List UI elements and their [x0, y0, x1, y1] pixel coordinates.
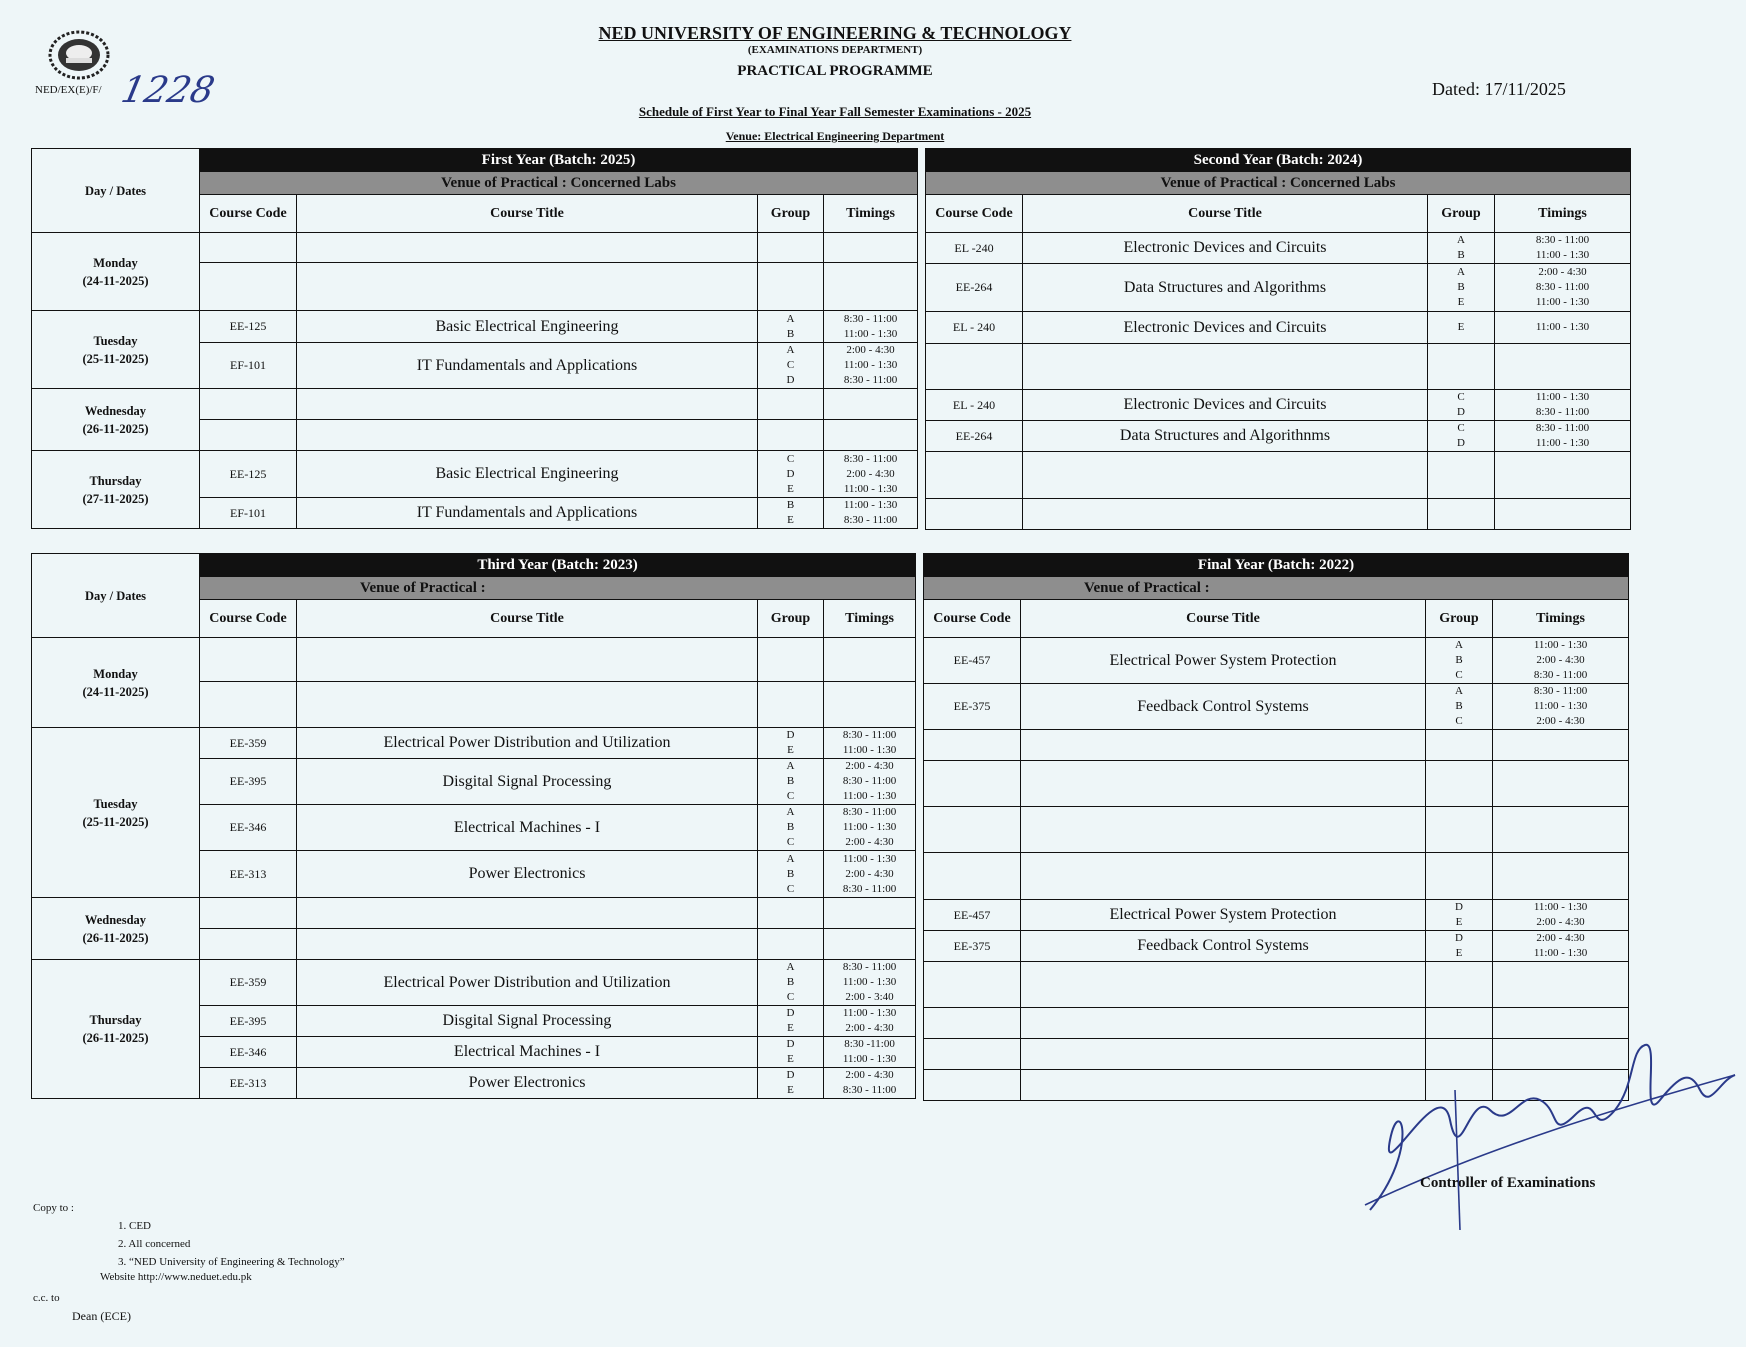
- course-title: Electrical Power System Protection: [1021, 900, 1426, 931]
- reference-number: 1228: [117, 70, 218, 111]
- line-item: 8:30 - 11:00: [1533, 685, 1588, 697]
- line-item: 8:30 - 11:00: [843, 452, 898, 465]
- line-item: A: [786, 806, 795, 818]
- timings-list: [1493, 684, 1629, 730]
- timings-list: [1493, 931, 1629, 962]
- course-title: Data Structures and Algorithms: [1023, 264, 1428, 312]
- line-item: 8:30 - 11:00: [1535, 281, 1590, 293]
- line-item: C: [786, 991, 795, 1003]
- line-item: A: [786, 344, 795, 356]
- group-list: [758, 759, 824, 805]
- timings-header: Timings: [824, 195, 918, 233]
- line-item: 8:30 -11:00: [844, 1038, 895, 1050]
- schedule-title: Schedule of First Year to Final Year Fall Semester Examinations - 2025: [638, 104, 1032, 119]
- timings-list: [1495, 264, 1631, 312]
- line-item: D: [1455, 932, 1463, 944]
- group-header: Group: [758, 600, 824, 638]
- timings-list: [824, 1006, 916, 1037]
- course-code: EL - 240: [926, 312, 1023, 344]
- line-item: D: [786, 1038, 795, 1050]
- line-item: 11:00 - 1:30: [1535, 321, 1590, 333]
- group-list: [758, 805, 824, 851]
- group-list: [1428, 264, 1495, 312]
- final-year-venue: Venue of Practical :: [924, 577, 1629, 600]
- line-item: B: [1457, 281, 1465, 293]
- course-code: EE-125: [200, 311, 297, 343]
- line-item: 11:00 - 1:30: [843, 327, 898, 340]
- line-item: 8:30 - 11:00: [843, 514, 898, 526]
- group-header: Group: [1426, 600, 1493, 638]
- group-list: [1426, 684, 1493, 730]
- line-item: 2:00 - 3:40: [845, 991, 894, 1003]
- line-item: 11:00 - 1:30: [1535, 249, 1590, 261]
- group-list: [1426, 931, 1493, 962]
- course-code: EF-101: [200, 343, 297, 389]
- line-item: B: [1455, 654, 1463, 666]
- line-item: 11:00 - 1:30: [842, 852, 897, 865]
- line-item: 8:30 - 11:00: [842, 775, 897, 787]
- line-item: A: [786, 312, 795, 325]
- line-item: D: [1455, 901, 1463, 913]
- copy-list: [118, 1217, 345, 1271]
- cc-label: c.c. to: [33, 1292, 60, 1304]
- line-item: 2:00 - 4:30: [1536, 715, 1585, 727]
- group-list: [1428, 390, 1495, 421]
- line-item: E: [1457, 321, 1465, 333]
- day-cell: Thursday (26-11-2025): [32, 960, 200, 1099]
- group-list: [1426, 638, 1493, 684]
- line-item: 11:00 - 1:30: [843, 359, 898, 371]
- course-code-header: Course Code: [924, 600, 1021, 638]
- first-year-venue: Venue of Practical : Concerned Labs: [200, 172, 918, 195]
- group-list: [758, 498, 824, 529]
- course-code: EE-359: [200, 728, 297, 759]
- timings-list: [824, 451, 918, 498]
- course-code: EE-313: [200, 851, 297, 898]
- day-cell: Tuesday (25-11-2025): [32, 728, 200, 898]
- group-list: [758, 1037, 824, 1068]
- website-link[interactable]: Website http://www.neduet.edu.pk: [100, 1271, 252, 1283]
- course-title: Electrical Machines - I: [297, 805, 758, 851]
- line-item: B: [786, 821, 795, 833]
- group-list: [758, 311, 824, 343]
- course-title: Power Electronics: [297, 851, 758, 898]
- timings-list: [1495, 390, 1631, 421]
- course-title: IT Fundamentals and Applications: [297, 498, 758, 529]
- group-list: [758, 960, 824, 1006]
- line-item: 2:00 - 4:30: [845, 1069, 894, 1081]
- final-year-table: [923, 553, 1629, 1101]
- line-item: 8:30 - 11:00: [1533, 669, 1588, 681]
- copy-item: 3. “NED University of Engineering & Technology”: [118, 1256, 345, 1268]
- line-item: A: [786, 760, 795, 772]
- copy-to-label: Copy to :: [33, 1202, 74, 1214]
- course-code: EE-375: [924, 931, 1021, 962]
- course-title: Feedback Control Systems: [1021, 684, 1426, 730]
- course-code: EE-395: [200, 759, 297, 805]
- course-title: Basic Electrical Engineering: [297, 451, 758, 498]
- timings-list: [1495, 233, 1631, 264]
- first-year-heading: First Year (Batch: 2025): [200, 149, 918, 172]
- course-title: Electrical Power System Protection: [1021, 638, 1426, 684]
- line-item: 2:00 - 4:30: [845, 867, 894, 880]
- course-title: Electronic Devices and Circuits: [1023, 233, 1428, 264]
- line-item: C: [786, 882, 795, 895]
- line-item: 8:30 - 11:00: [1535, 234, 1590, 246]
- group-list: [758, 1006, 824, 1037]
- line-item: D: [1457, 437, 1465, 449]
- line-item: D: [786, 467, 795, 480]
- line-item: C: [786, 452, 795, 465]
- line-item: B: [786, 867, 795, 880]
- timings-list: [824, 851, 916, 898]
- course-title: Data Structures and Algorithnms: [1023, 421, 1428, 452]
- course-title: IT Fundamentals and Applications: [297, 343, 758, 389]
- course-code: EE-264: [926, 264, 1023, 312]
- line-item: 8:30 - 11:00: [1535, 406, 1590, 418]
- line-item: B: [1455, 700, 1463, 712]
- second-year-heading: Second Year (Batch: 2024): [926, 149, 1631, 172]
- second-year-venue: Venue of Practical : Concerned Labs: [926, 172, 1631, 195]
- line-item: 8:30 - 11:00: [842, 729, 897, 741]
- course-code: EL - 240: [926, 390, 1023, 421]
- line-item: A: [786, 961, 795, 973]
- line-item: D: [786, 729, 795, 741]
- course-title: Disgital Signal Processing: [297, 1006, 758, 1037]
- line-item: E: [1455, 916, 1463, 928]
- line-item: 2:00 - 4:30: [1536, 932, 1585, 944]
- timings-list: [1495, 421, 1631, 452]
- course-title: Feedback Control Systems: [1021, 931, 1426, 962]
- course-title: Basic Electrical Engineering: [297, 311, 758, 343]
- course-code: EE-457: [924, 638, 1021, 684]
- timings-list: [824, 805, 916, 851]
- line-item: 11:00 - 1:30: [842, 790, 897, 802]
- course-title: Electrical Power Distribution and Utilization: [297, 728, 758, 759]
- course-code: EE-264: [926, 421, 1023, 452]
- line-item: C: [786, 359, 795, 371]
- line-item: C: [786, 836, 795, 848]
- course-title: Electronic Devices and Circuits: [1023, 390, 1428, 421]
- line-item: 8:30 - 11:00: [842, 961, 897, 973]
- line-item: B: [786, 499, 795, 511]
- line-item: D: [786, 1069, 795, 1081]
- course-title-header: Course Title: [1021, 600, 1426, 638]
- course-title-header: Course Title: [1023, 195, 1428, 233]
- line-item: B: [786, 775, 795, 787]
- line-item: 11:00 - 1:30: [842, 1053, 897, 1065]
- line-item: E: [1457, 296, 1465, 308]
- line-item: C: [786, 790, 795, 802]
- line-item: 2:00 - 4:30: [845, 1022, 894, 1034]
- line-item: A: [1455, 639, 1463, 651]
- signature-icon: [1360, 1030, 1740, 1240]
- first-year-table: [31, 148, 918, 529]
- department-name: (EXAMINATIONS DEPARTMENT): [747, 44, 923, 56]
- course-title: Electronic Devices and Circuits: [1023, 312, 1428, 344]
- line-item: E: [787, 1022, 794, 1034]
- group-list: [1426, 900, 1493, 931]
- line-item: E: [787, 1053, 794, 1065]
- line-item: B: [1457, 249, 1465, 261]
- timings-header: Timings: [1495, 195, 1631, 233]
- line-item: E: [787, 1084, 794, 1096]
- day-dates-header: Day / Dates: [32, 149, 200, 233]
- group-list: [1428, 421, 1495, 452]
- line-item: 2:00 - 4:30: [1536, 916, 1585, 928]
- third-year-table: [31, 553, 916, 1099]
- line-item: 8:30 - 11:00: [842, 806, 897, 818]
- line-item: 2:00 - 4:30: [846, 344, 895, 356]
- line-item: B: [786, 327, 795, 340]
- course-title: Electrical Machines - I: [297, 1037, 758, 1068]
- timings-list: [1493, 638, 1629, 684]
- line-item: 11:00 - 1:30: [843, 499, 898, 511]
- group-header: Group: [758, 195, 824, 233]
- course-title-header: Course Title: [297, 195, 758, 233]
- course-code: EE-359: [200, 960, 297, 1006]
- timings-header: Timings: [824, 600, 916, 638]
- group-list: [758, 451, 824, 498]
- line-item: 11:00 - 1:30: [1535, 391, 1590, 403]
- date-label: Dated: 17/11/2025: [1432, 79, 1566, 99]
- line-item: E: [787, 514, 794, 526]
- day-dates-header: Day / Dates: [32, 554, 200, 638]
- line-item: A: [786, 852, 795, 865]
- course-title: Disgital Signal Processing: [297, 759, 758, 805]
- line-item: 11:00 - 1:30: [842, 821, 897, 833]
- reference-prefix: NED/EX(E)/F/: [35, 84, 102, 96]
- timings-list: [1493, 900, 1629, 931]
- programme-title: PRACTICAL PROGRAMME: [737, 63, 933, 79]
- line-item: C: [1455, 715, 1463, 727]
- course-code: EE-125: [200, 451, 297, 498]
- line-item: 11:00 - 1:30: [1533, 901, 1588, 913]
- line-item: 11:00 - 1:30: [842, 1007, 897, 1019]
- group-list: [758, 851, 824, 898]
- line-item: D: [786, 1007, 795, 1019]
- line-item: 11:00 - 1:30: [1533, 639, 1588, 651]
- course-title: Electrical Power Distribution and Utilization: [297, 960, 758, 1006]
- group-list: [758, 1068, 824, 1099]
- controller-signature-label: Controller of Examinations: [1420, 1175, 1596, 1191]
- timings-list: [1495, 312, 1631, 344]
- line-item: A: [1455, 685, 1463, 697]
- course-code-header: Course Code: [200, 600, 297, 638]
- line-item: 8:30 - 11:00: [1535, 422, 1590, 434]
- course-code: EE-313: [200, 1068, 297, 1099]
- line-item: 11:00 - 1:30: [843, 482, 898, 495]
- group-list: [1428, 233, 1495, 264]
- course-code: EE-346: [200, 805, 297, 851]
- timings-header: Timings: [1493, 600, 1629, 638]
- line-item: 8:30 - 11:00: [843, 312, 898, 325]
- timings-list: [824, 343, 918, 389]
- copy-item: 2. All concerned: [118, 1238, 191, 1250]
- line-item: 11:00 - 1:30: [1533, 700, 1588, 712]
- line-item: C: [1457, 391, 1465, 403]
- line-item: 2:00 - 4:30: [1536, 654, 1585, 666]
- second-year-table: [925, 148, 1631, 530]
- day-cell: Monday (24-11-2025): [32, 233, 200, 311]
- line-item: E: [787, 482, 794, 495]
- day-cell: Tuesday (25-11-2025): [32, 311, 200, 389]
- line-item: 8:30 - 11:00: [843, 374, 898, 386]
- day-cell: Wednesday (26-11-2025): [32, 898, 200, 960]
- dean-label: Dean (ECE): [72, 1309, 131, 1323]
- course-code: EE-346: [200, 1037, 297, 1068]
- group-list: [758, 728, 824, 759]
- line-item: D: [786, 374, 795, 386]
- group-list: [758, 343, 824, 389]
- university-name: NED UNIVERSITY OF ENGINEERING & TECHNOLOGY: [598, 23, 1072, 43]
- timings-list: [824, 1037, 916, 1068]
- line-item: E: [1455, 947, 1463, 959]
- line-item: 2:00 - 4:30: [846, 467, 895, 480]
- group-list: [1428, 312, 1495, 344]
- final-year-heading: Final Year (Batch: 2022): [924, 554, 1629, 577]
- day-cell: Thursday (27-11-2025): [32, 451, 200, 529]
- line-item: 2:00 - 4:30: [1538, 266, 1587, 278]
- course-code-header: Course Code: [926, 195, 1023, 233]
- course-code-header: Course Code: [200, 195, 297, 233]
- line-item: 11:00 - 1:30: [1533, 947, 1588, 959]
- course-code: EE-395: [200, 1006, 297, 1037]
- line-item: 8:30 - 11:00: [842, 1084, 897, 1096]
- timings-list: [824, 498, 918, 529]
- line-item: 11:00 - 1:30: [1535, 437, 1590, 449]
- third-year-heading: Third Year (Batch: 2023): [200, 554, 916, 577]
- course-code: EF-101: [200, 498, 297, 529]
- course-code: EL -240: [926, 233, 1023, 264]
- group-header: Group: [1428, 195, 1495, 233]
- day-cell: Wednesday (26-11-2025): [32, 389, 200, 451]
- timings-list: [824, 759, 916, 805]
- timings-list: [824, 960, 916, 1006]
- line-item: 11:00 - 1:30: [842, 744, 897, 756]
- line-item: A: [1457, 234, 1465, 246]
- copy-item: 1. CED: [118, 1220, 151, 1232]
- line-item: A: [1457, 266, 1465, 278]
- line-item: C: [1455, 669, 1463, 681]
- timings-list: [824, 728, 916, 759]
- line-item: 8:30 - 11:00: [842, 882, 897, 895]
- timings-list: [824, 311, 918, 343]
- line-item: E: [787, 744, 794, 756]
- third-year-venue: Venue of Practical :: [200, 577, 916, 600]
- line-item: 11:00 - 1:30: [842, 976, 897, 988]
- line-item: 2:00 - 4:30: [845, 836, 894, 848]
- day-cell: Monday (24-11-2025): [32, 638, 200, 728]
- course-code: EE-457: [924, 900, 1021, 931]
- course-code: EE-375: [924, 684, 1021, 730]
- line-item: D: [1457, 406, 1465, 418]
- line-item: C: [1457, 422, 1465, 434]
- venue-title: Venue: Electrical Engineering Department: [725, 129, 945, 143]
- course-title-header: Course Title: [297, 600, 758, 638]
- line-item: B: [786, 976, 795, 988]
- line-item: 11:00 - 1:30: [1535, 296, 1590, 308]
- timings-list: [824, 1068, 916, 1099]
- course-title: Power Electronics: [297, 1068, 758, 1099]
- line-item: 2:00 - 4:30: [845, 760, 894, 772]
